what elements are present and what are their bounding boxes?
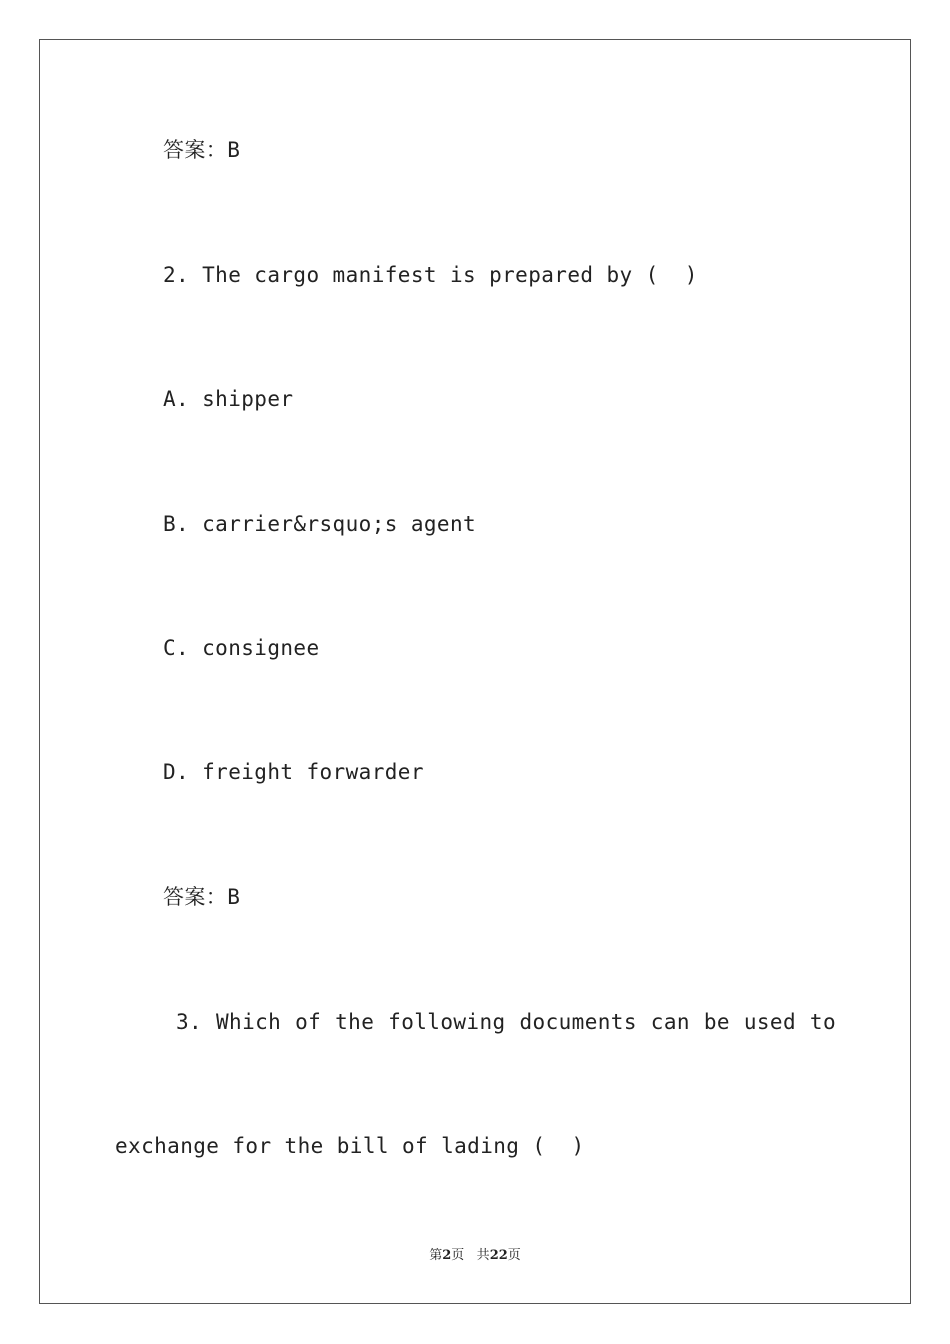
footer-total-pages: 22 bbox=[489, 1248, 508, 1263]
question-3-continuation: exchange for the bill of lading ( ) bbox=[115, 1134, 585, 1158]
question-3-text: 3. Which of the following documents can be used to bbox=[176, 1010, 836, 1034]
answer-line: 答案：B bbox=[163, 885, 241, 909]
footer-total-prefix: 共 bbox=[476, 1248, 490, 1263]
option-d: D. freight forwarder bbox=[163, 760, 424, 784]
option-b: B. carrier&rsquo;s agent bbox=[163, 512, 477, 536]
footer-page-suffix: 页 bbox=[451, 1248, 465, 1263]
footer-total-suffix: 页 bbox=[507, 1248, 521, 1263]
footer-page-prefix: 第 bbox=[429, 1248, 443, 1263]
footer-page-number: 2 bbox=[442, 1248, 452, 1263]
page-footer bbox=[0, 1247, 950, 1265]
option-a: A. shipper bbox=[163, 387, 294, 411]
page-border bbox=[39, 39, 911, 1304]
answer-line: 答案：B bbox=[163, 138, 241, 162]
question-2-text: 2. The cargo manifest is prepared by ( ) bbox=[163, 263, 698, 287]
option-c: C. consignee bbox=[163, 636, 320, 660]
